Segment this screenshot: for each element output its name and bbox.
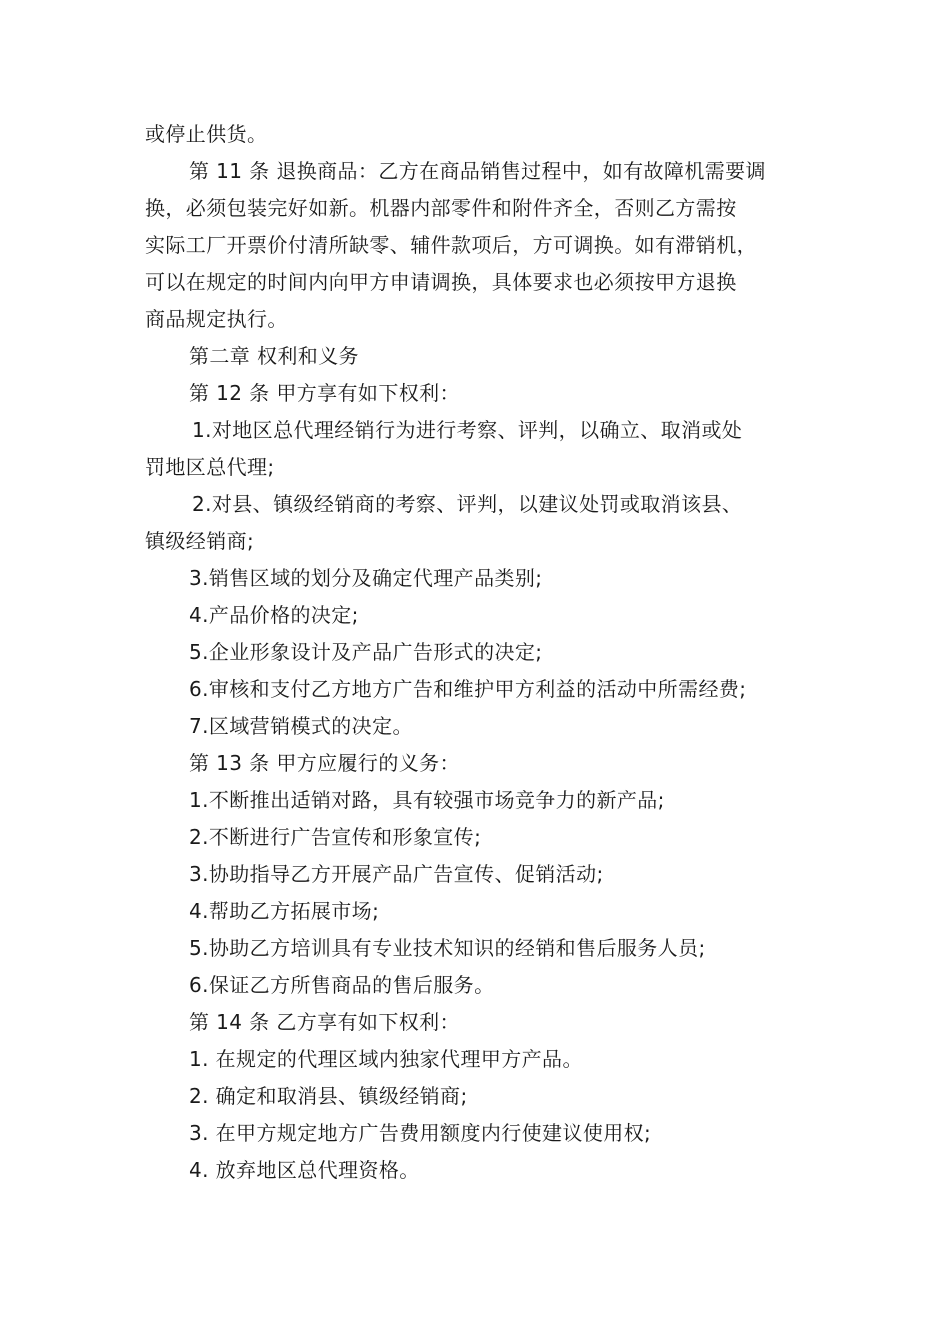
list-item: 5.企业形象设计及产品广告形式的决定; — [189, 640, 543, 664]
list-item: 2. 确定和取消县、镇级经销商; — [189, 1084, 468, 1108]
list-item: 6.保证乙方所售商品的售后服务。 — [189, 973, 495, 997]
list-item: 3.协助指导乙方开展产品广告宣传、促销活动; — [189, 862, 604, 886]
paragraph-line: 或停止供货。 — [145, 122, 268, 146]
list-item: 5.协助乙方培训具有专业技术知识的经销和售后服务人员; — [189, 936, 706, 960]
article-heading: 第 13 条 甲方应履行的义务： — [189, 751, 460, 775]
paragraph-line: 可以在规定的时间内向甲方申请调换，具体要求也必须按甲方退换 — [145, 270, 737, 294]
list-item: 2.不断进行广告宣传和形象宣传; — [189, 825, 482, 849]
article-heading: 第 14 条 乙方享有如下权利： — [189, 1010, 460, 1034]
list-item: 1. 在规定的代理区域内独家代理甲方产品。 — [189, 1047, 583, 1071]
list-item-continuation: 镇级经销商; — [145, 529, 255, 553]
paragraph-line: 第 11 条 退换商品：乙方在商品销售过程中，如有故障机需要调 — [189, 159, 766, 183]
list-item: 4. 放弃地区总代理资格。 — [189, 1158, 420, 1182]
article-heading: 第 12 条 甲方享有如下权利： — [189, 381, 460, 405]
list-item: 1.对地区总代理经销行为进行考察、评判，以确立、取消或处 — [192, 418, 743, 442]
chapter-heading: 第二章 权利和义务 — [189, 344, 359, 368]
paragraph-line: 换，必须包装完好如新。机器内部零件和附件齐全，否则乙方需按 — [145, 196, 737, 220]
list-item: 6.审核和支付乙方地方广告和维护甲方利益的活动中所需经费; — [189, 677, 747, 701]
paragraph-line: 商品规定执行。 — [145, 307, 288, 331]
list-item: 3.销售区域的划分及确定代理产品类别; — [189, 566, 543, 590]
list-item-continuation: 罚地区总代理; — [145, 455, 275, 479]
list-item: 4.产品价格的决定; — [189, 603, 359, 627]
list-item: 1.不断推出适销对路，具有较强市场竞争力的新产品; — [189, 788, 665, 812]
list-item: 2.对县、镇级经销商的考察、评判，以建议处罚或取消该县、 — [192, 492, 743, 516]
list-item: 3. 在甲方规定地方广告费用额度内行使建议使用权; — [189, 1121, 652, 1145]
paragraph-line: 实际工厂开票价付清所缺零、辅件款项后，方可调换。如有滞销机， — [145, 233, 757, 257]
document-body — [145, 116, 810, 1189]
list-item: 4.帮助乙方拓展市场; — [189, 899, 380, 923]
list-item: 7.区域营销模式的决定。 — [189, 714, 413, 738]
